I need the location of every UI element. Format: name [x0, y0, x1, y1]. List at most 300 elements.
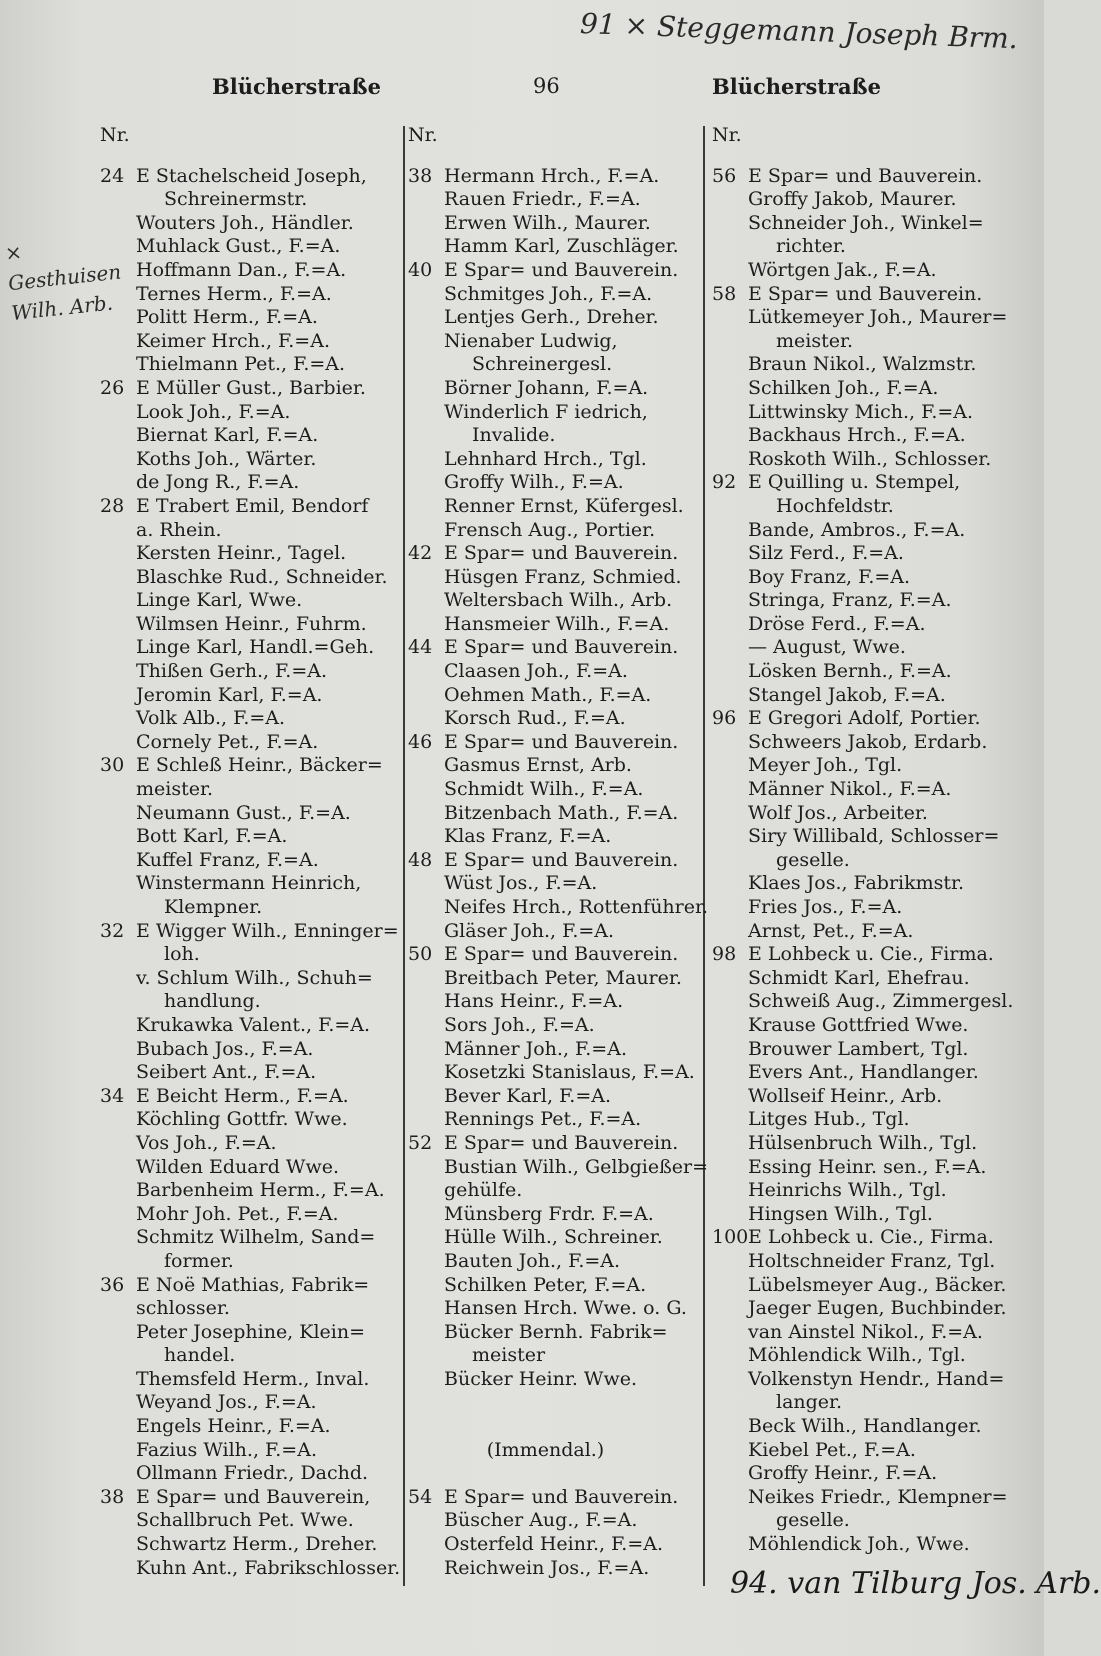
entry-text: E Spar= und Bauverein.	[444, 848, 679, 871]
entry-text: Klempner.	[164, 896, 263, 918]
entry-text: Bitzenbach Math., F.=A.	[444, 801, 679, 824]
directory-entry	[712, 330, 1012, 354]
header-left-title: Blücherstraße	[212, 74, 381, 99]
entry-text: Hingsen Wilh., Tgl.	[748, 1202, 933, 1225]
entry-text: Kiebel Pet., F.=A.	[748, 1438, 916, 1461]
entry-text: E Noë Mathias, Fabrik=	[136, 1273, 370, 1296]
directory-entry	[100, 1297, 400, 1321]
directory-entry	[712, 1038, 1012, 1062]
entry-text: Köchling Gottfr. Wwe.	[136, 1108, 348, 1131]
entry-text: Ollmann Friedr., Dachd.	[136, 1462, 369, 1485]
directory-entry	[100, 377, 400, 401]
entry-text: Hüsgen Franz, Schmied.	[444, 565, 682, 588]
entry-text: meister.	[136, 778, 214, 801]
entry-text: handlung.	[164, 990, 261, 1013]
directory-entry	[100, 424, 400, 448]
entry-text: Schweers Jakob, Erdarb.	[748, 730, 988, 753]
entry-text: Biernat Karl, F.=A.	[136, 424, 319, 447]
directory-entry	[100, 330, 400, 354]
directory-entry	[408, 778, 703, 802]
entry-text: Neumann Gust., F.=A.	[136, 801, 351, 824]
directory-entry	[100, 353, 400, 377]
directory-entry	[712, 872, 1012, 896]
entry-text: Groffy Wilh., F.=A.	[444, 471, 624, 494]
directory-entry	[100, 1486, 400, 1510]
directory-entry	[408, 1533, 703, 1557]
entry-text: Silz Ferd., F.=A.	[748, 542, 904, 565]
directory-entry	[712, 896, 1012, 920]
directory-entry	[712, 401, 1012, 425]
directory-entry	[712, 684, 1012, 708]
directory-entry	[100, 802, 400, 826]
directory-entry	[712, 707, 1012, 731]
entry-text: Schwartz Herm., Dreher.	[136, 1533, 378, 1556]
entry-text: Männer Joh., F.=A.	[444, 1037, 627, 1060]
directory-entry	[408, 448, 703, 472]
entry-text: Kuhn Ant., Fabrikschlosser.	[136, 1556, 401, 1579]
directory-entry	[712, 1368, 1012, 1392]
entry-text: Lübelsmeyer Aug., Bäcker.	[748, 1273, 1007, 1296]
directory-entry	[408, 613, 703, 637]
directory-entry	[712, 802, 1012, 826]
directory-entry	[100, 1557, 400, 1581]
entry-text: Bauten Joh., F.=A.	[444, 1249, 621, 1272]
directory-entry	[100, 1250, 400, 1274]
directory-entry	[100, 1226, 400, 1250]
directory-entry	[408, 188, 703, 212]
entry-text: langer.	[776, 1391, 843, 1414]
directory-entry	[408, 872, 703, 896]
house-number: 48	[408, 848, 433, 871]
directory-entry	[100, 1368, 400, 1392]
directory-entry	[408, 1038, 703, 1062]
entry-text: Roskoth Wilh., Schlosser.	[748, 447, 992, 470]
directory-entry	[100, 1038, 400, 1062]
directory-entry	[408, 802, 703, 826]
entry-text: Meyer Joh., Tgl.	[748, 754, 903, 777]
house-number: 40	[408, 258, 433, 281]
entry-text: Korsch Rud., F.=A.	[444, 707, 626, 730]
directory-entry	[408, 330, 703, 354]
directory-entry	[100, 754, 400, 778]
house-number: 24	[100, 164, 125, 187]
entry-text: E Stachelscheid Joseph,	[136, 164, 367, 187]
directory-entry	[712, 495, 1012, 519]
directory-entry	[712, 306, 1012, 330]
house-number: 36	[100, 1273, 125, 1296]
entry-text: Look Joh., F.=A.	[136, 400, 291, 423]
directory-entry	[408, 235, 703, 259]
entry-text: Invalide.	[472, 424, 556, 447]
directory-entry	[100, 566, 400, 590]
column-divider	[703, 126, 705, 1586]
directory-entry	[100, 283, 400, 307]
directory-entry	[712, 542, 1012, 566]
entry-text: Sors Joh., F.=A.	[444, 1013, 595, 1036]
entry-text: E Spar= und Bauverein.	[444, 943, 679, 966]
directory-entry	[100, 259, 400, 283]
directory-entry	[408, 1274, 703, 1298]
entry-text: Koths Joh., Wärter.	[136, 447, 317, 470]
directory-entry	[100, 660, 400, 684]
entry-text: Gasmus Ernst, Arb.	[444, 754, 632, 777]
directory-entry	[712, 1439, 1012, 1463]
directory-entry	[100, 306, 400, 330]
directory-entry	[408, 1132, 703, 1156]
column-right	[712, 124, 1012, 1557]
entry-text: Linge Karl, Handl.=Geh.	[136, 636, 375, 659]
entry-text: Krukawka Valent., F.=A.	[136, 1013, 371, 1036]
directory-entry	[712, 353, 1012, 377]
entry-text: Heinrichs Wilh., Tgl.	[748, 1179, 947, 1202]
entry-text: geselle.	[776, 848, 850, 871]
entry-text: E Spar= und Bauverein.	[444, 1485, 679, 1508]
directory-entry	[408, 353, 703, 377]
directory-entry	[408, 212, 703, 236]
directory-entry	[100, 967, 400, 991]
entry-text: Schneider Joh., Winkel=	[748, 211, 984, 234]
directory-entry	[712, 424, 1012, 448]
directory-entry	[100, 778, 400, 802]
directory-entry	[408, 707, 703, 731]
entry-text: E Lohbeck u. Cie., Firma.	[748, 1226, 994, 1249]
entry-text: richter.	[776, 235, 846, 258]
entry-list	[408, 164, 709, 1581]
directory-entry	[408, 542, 703, 566]
directory-entry	[408, 660, 703, 684]
entry-text: Schmidt Karl, Ehefrau.	[748, 966, 970, 989]
directory-entry	[408, 1297, 703, 1321]
entry-text: Börner Johann, F.=A.	[444, 376, 649, 399]
directory-entry	[408, 519, 703, 543]
column-label: Nr.	[100, 124, 130, 146]
entry-text: Wilden Eduard Wwe.	[136, 1155, 339, 1178]
directory-entry	[408, 495, 703, 519]
directory-entry	[712, 990, 1012, 1014]
entry-text: Oehmen Math., F.=A.	[444, 683, 652, 706]
directory-entry	[408, 1557, 703, 1581]
entry-text: meister.	[776, 329, 854, 352]
directory-entry	[712, 613, 1012, 637]
house-number: 98	[712, 943, 737, 966]
entry-text: Engels Heinr., F.=A.	[136, 1415, 331, 1438]
entry-text: Renner Ernst, Küfergesl.	[444, 494, 684, 517]
directory-entry	[408, 471, 703, 495]
directory-entry	[100, 731, 400, 755]
entry-text: E Schleß Heinr., Bäcker=	[136, 754, 383, 777]
house-number: 100	[712, 1226, 749, 1249]
entry-text: E Quilling u. Stempel,	[748, 471, 961, 494]
entry-text: Lösken Bernh., F.=A.	[748, 660, 952, 683]
entry-text: Nienaber Ludwig,	[444, 329, 618, 352]
entry-text: Wüst Jos., F.=A.	[444, 872, 598, 895]
entry-text: Littwinsky Mich., F.=A.	[748, 400, 974, 423]
directory-entry	[100, 212, 400, 236]
entry-text: Winderlich F iedrich,	[444, 400, 648, 423]
directory-entry	[408, 967, 703, 991]
entry-text: Hochfeldstr.	[776, 494, 894, 517]
directory-entry	[100, 589, 400, 613]
directory-entry	[712, 636, 1012, 660]
directory-entry	[408, 636, 703, 660]
directory-entry	[712, 1415, 1012, 1439]
entry-text: E Spar= und Bauverein.	[444, 730, 679, 753]
entry-text: Holtschneider Franz, Tgl.	[748, 1249, 996, 1272]
entry-text: Schilken Peter, F.=A.	[444, 1273, 647, 1296]
entry-text: Thielmann Pet., F.=A.	[136, 353, 346, 376]
entry-text: Weltersbach Wilh., Arb.	[444, 589, 673, 612]
entry-text: Volk Alb., F.=A.	[136, 707, 286, 730]
entry-text: E Lohbeck u. Cie., Firma.	[748, 943, 994, 966]
directory-entry	[712, 519, 1012, 543]
directory-entry	[408, 825, 703, 849]
directory-entry	[712, 778, 1012, 802]
directory-entry	[712, 1132, 1012, 1156]
entry-text: Bande, Ambros., F.=A.	[748, 518, 966, 541]
directory-entry	[408, 1509, 703, 1533]
entry-text: Krause Gottfried Wwe.	[748, 1013, 969, 1036]
directory-entry	[100, 1344, 400, 1368]
entry-text: schlosser.	[136, 1297, 230, 1320]
spacer	[408, 1415, 703, 1439]
directory-entry	[408, 424, 703, 448]
page-number: 96	[533, 74, 560, 98]
directory-entry	[408, 165, 703, 189]
entry-text: Lehnhard Hrch., Tgl.	[444, 447, 647, 470]
directory-entry	[408, 259, 703, 283]
directory-entry	[100, 1439, 400, 1463]
directory-entry	[712, 259, 1012, 283]
entry-text: Hülle Wilh., Schreiner.	[444, 1226, 663, 1249]
house-number: 28	[100, 494, 125, 517]
directory-entry	[100, 235, 400, 259]
directory-entry	[408, 849, 703, 873]
entry-text: Stangel Jakob, F.=A.	[748, 683, 946, 706]
directory-entry	[100, 1179, 400, 1203]
entry-text: Wollseif Heinr., Arb.	[748, 1084, 943, 1107]
directory-entry	[100, 165, 400, 189]
entry-list	[712, 165, 1012, 1557]
directory-entry	[100, 707, 400, 731]
directory-entry	[100, 849, 400, 873]
directory-entry	[712, 1391, 1012, 1415]
entry-text: Beck Wilh., Handlanger.	[748, 1415, 982, 1438]
directory-entry	[712, 1344, 1012, 1368]
directory-entry	[408, 1344, 703, 1368]
house-number: 34	[100, 1084, 125, 1107]
directory-entry	[712, 1509, 1012, 1533]
directory-entry	[712, 1203, 1012, 1227]
column-left	[100, 124, 400, 1580]
directory-entry	[712, 943, 1012, 967]
entry-text: Groffy Heinr., F.=A.	[748, 1462, 938, 1485]
directory-entry	[712, 967, 1012, 991]
entry-text: Hansmeier Wilh., F.=A.	[444, 612, 670, 635]
directory-entry	[408, 1486, 703, 1510]
entry-text: Reichwein Jos., F.=A.	[444, 1556, 650, 1579]
entry-text: Männer Nikol., F.=A.	[748, 778, 952, 801]
entry-text: Osterfeld Heinr., F.=A.	[444, 1533, 664, 1556]
directory-entry	[408, 589, 703, 613]
entry-text: de Jong R., F.=A.	[136, 471, 300, 494]
directory-entry	[100, 1156, 400, 1180]
directory-entry	[100, 1533, 400, 1557]
directory-entry	[408, 1321, 703, 1345]
directory-entry	[408, 401, 703, 425]
entry-text: Münsberg Frdr. F.=A.	[444, 1202, 654, 1225]
directory-entry	[100, 1085, 400, 1109]
directory-entry	[100, 1415, 400, 1439]
directory-entry	[100, 401, 400, 425]
entry-text: Erwen Wilh., Maurer.	[444, 211, 651, 234]
directory-entry	[408, 1108, 703, 1132]
entry-text: Bott Karl, F.=A.	[136, 825, 288, 848]
entry-text: Fazius Wilh., F.=A.	[136, 1438, 317, 1461]
entry-text: Volkenstyn Hendr., Hand=	[748, 1367, 1005, 1390]
directory-entry	[100, 1132, 400, 1156]
entry-text: Kuffel Franz, F.=A.	[136, 848, 319, 871]
directory-entry	[712, 1014, 1012, 1038]
directory-entry	[100, 1321, 400, 1345]
directory-entry	[100, 519, 400, 543]
directory-entry	[100, 1203, 400, 1227]
entry-text: Seibert Ant., F.=A.	[136, 1061, 317, 1084]
entry-text: Schmitz Wilhelm, Sand=	[136, 1226, 376, 1249]
directory-entry	[408, 920, 703, 944]
entry-text: Neifes Hrch., Rottenführer.	[444, 896, 709, 918]
spacer	[408, 1391, 703, 1415]
entry-text: Klaes Jos., Fabrikmstr.	[748, 872, 965, 895]
entry-text: E Spar= und Bauverein.	[748, 282, 983, 305]
directory-entry	[100, 825, 400, 849]
house-number: 46	[408, 730, 433, 753]
entry-text: Wouters Joh., Händler.	[136, 211, 354, 234]
entry-text: E Spar= und Bauverein.	[444, 636, 679, 659]
entry-text: Hansen Hrch. Wwe. o. G.	[444, 1297, 687, 1320]
directory-entry	[712, 165, 1012, 189]
directory-entry	[712, 589, 1012, 613]
directory-entry	[100, 872, 400, 896]
entry-text: Jaeger Eugen, Buchbinder.	[748, 1297, 1007, 1320]
directory-entry	[100, 448, 400, 472]
directory-entry	[408, 377, 703, 401]
house-number: 52	[408, 1131, 433, 1154]
directory-entry	[712, 1462, 1012, 1486]
directory-entry	[408, 896, 709, 920]
entry-text: Claasen Joh., F.=A.	[444, 660, 628, 683]
entry-text: (Immendal.)	[486, 1438, 605, 1461]
entry-text: Hermann Hrch., F.=A.	[444, 164, 660, 187]
entry-text: Wilmsen Heinr., Fuhrm.	[136, 612, 367, 635]
entry-text: v. Schlum Wilh., Schuh=	[136, 966, 373, 989]
directory-entry	[100, 943, 400, 967]
entry-text: Thißen Gerh., F.=A.	[136, 660, 328, 683]
directory-entry	[100, 613, 400, 637]
house-number: 38	[100, 1485, 125, 1508]
entry-text: Schmidt Wilh., F.=A.	[444, 778, 644, 801]
house-number: 56	[712, 164, 737, 187]
directory-entry	[100, 1462, 400, 1486]
entry-text: a. Rhein.	[136, 518, 222, 541]
directory-entry	[712, 471, 1012, 495]
directory-entry	[712, 188, 1012, 212]
directory-entry	[408, 731, 703, 755]
entry-text: Hans Heinr., F.=A.	[444, 990, 624, 1013]
directory-entry	[712, 566, 1012, 590]
entry-text: Hülsenbruch Wilh., Tgl.	[748, 1131, 978, 1154]
entry-text: geselle.	[776, 1509, 850, 1532]
entry-text: — August, Wwe.	[748, 636, 906, 659]
entry-text: Brouwer Lambert, Tgl.	[748, 1037, 969, 1060]
entry-text: former.	[164, 1249, 234, 1272]
entry-text: Wörtgen Jak., F.=A.	[748, 258, 937, 281]
directory-entry	[712, 212, 1012, 236]
directory-entry	[100, 684, 400, 708]
entry-text: Themsfeld Herm., Inval.	[136, 1367, 370, 1390]
entry-text: Bücker Heinr. Wwe.	[444, 1367, 637, 1390]
entry-text: Evers Ant., Handlanger.	[748, 1061, 979, 1084]
column-divider	[403, 126, 405, 1586]
directory-entry	[408, 990, 703, 1014]
directory-entry	[408, 1250, 703, 1274]
directory-entry	[408, 684, 703, 708]
entry-text: Bubach Jos., F.=A.	[136, 1037, 314, 1060]
directory-entry	[408, 566, 703, 590]
entry-text: Kersten Heinr., Tagel.	[136, 542, 347, 565]
entry-text: Barbenheim Herm., F.=A.	[136, 1179, 385, 1202]
house-number: 58	[712, 282, 737, 305]
entry-text: Breitbach Peter, Maurer.	[444, 966, 682, 989]
column-label: Nr.	[712, 124, 742, 146]
house-number: 50	[408, 943, 433, 966]
directory-entry	[100, 1509, 400, 1533]
directory-entry	[712, 1226, 1012, 1250]
directory-entry	[100, 188, 400, 212]
entry-text: Schweiß Aug., Zimmergesl.	[748, 990, 1014, 1013]
directory-entry	[100, 542, 400, 566]
entry-text: Groffy Jakob, Maurer.	[748, 188, 957, 211]
directory-entry	[408, 1226, 703, 1250]
directory-entry	[408, 1061, 703, 1085]
house-number: 44	[408, 636, 433, 659]
directory-entry	[712, 920, 1012, 944]
directory-entry	[100, 471, 400, 495]
entry-text: Schilken Joh., F.=A.	[748, 376, 939, 399]
entry-text: Bücker Bernh. Fabrik=	[444, 1320, 668, 1343]
entry-text: E Wigger Wilh., Enninger=	[136, 919, 399, 942]
handwritten-note-top: 91 × Steggemann Joseph Brm.	[579, 7, 1019, 56]
house-number: 42	[408, 542, 433, 565]
entry-text: E Spar= und Bauverein,	[136, 1485, 371, 1508]
house-number: 30	[100, 754, 125, 777]
house-number: 96	[712, 707, 737, 730]
entry-list	[100, 165, 400, 1581]
entry-text: Neikes Friedr., Klempner=	[748, 1485, 1008, 1508]
directory-entry	[712, 235, 1012, 259]
entry-text: gehülfe.	[444, 1179, 523, 1202]
entry-text: Politt Herm., F.=A.	[136, 306, 318, 329]
directory-entry	[408, 1155, 709, 1180]
entry-text: Lentjes Gerh., Dreher.	[444, 306, 659, 329]
entry-text: Cornely Pet., F.=A.	[136, 730, 319, 753]
directory-entry	[712, 1085, 1012, 1109]
directory-entry	[408, 1085, 703, 1109]
directory-entry	[712, 849, 1012, 873]
entry-text: Jeromin Karl, F.=A.	[136, 683, 323, 706]
directory-entry	[100, 1274, 400, 1298]
directory-entry	[712, 283, 1012, 307]
entry-text: Arnst, Pet., F.=A.	[748, 919, 914, 942]
